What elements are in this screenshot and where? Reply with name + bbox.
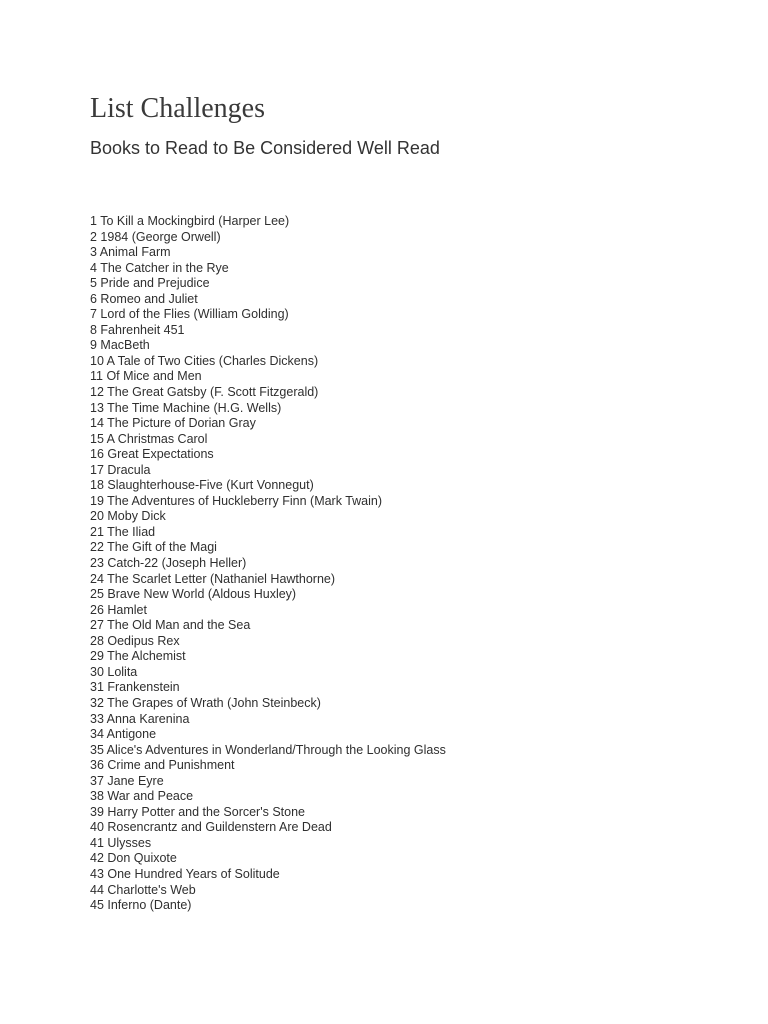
list-item: 11 Of Mice and Men bbox=[90, 369, 202, 384]
list-item: 29 The Alchemist bbox=[90, 649, 186, 664]
list-item: 3 Animal Farm bbox=[90, 245, 171, 260]
list-item: 23 Catch-22 (Joseph Heller) bbox=[90, 556, 247, 571]
list-item: 21 The Iliad bbox=[90, 524, 156, 539]
list-item: 5 Pride and Prejudice bbox=[90, 276, 210, 291]
list-item: 2 1984 (George Orwell) bbox=[90, 229, 221, 244]
list-item: 28 Oedipus Rex bbox=[90, 633, 180, 648]
list-item: 7 Lord of the Flies (William Golding) bbox=[90, 307, 289, 322]
list-item: 33 Anna Karenina bbox=[90, 711, 190, 726]
list-item: 16 Great Expectations bbox=[90, 447, 214, 462]
list-item: 37 Jane Eyre bbox=[90, 773, 164, 788]
list-item: 15 A Christmas Carol bbox=[90, 431, 208, 446]
page-title: List Challenges bbox=[90, 93, 265, 124]
list-item: 1 To Kill a Mockingbird (Harper Lee) bbox=[90, 214, 290, 228]
list-item: 13 The Time Machine (H.G. Wells) bbox=[90, 400, 282, 415]
list-item: 35 Alice's Adventures in Wonderland/Through the Looking Glass bbox=[90, 742, 446, 757]
list-item: 12 The Great Gatsby (F. Scott Fitzgerald) bbox=[90, 385, 319, 400]
list-item: 44 Charlotte's Web bbox=[90, 882, 196, 897]
list-item: 32 The Grapes of Wrath (John Steinbeck) bbox=[90, 695, 321, 710]
list-item: 38 War and Peace bbox=[90, 789, 194, 804]
page-subtitle: Books to Read to Be Considered Well Read bbox=[90, 138, 440, 158]
list-item: 6 Romeo and Juliet bbox=[90, 291, 198, 306]
list-item: 17 Dracula bbox=[90, 462, 151, 477]
list-item: 14 The Picture of Dorian Gray bbox=[90, 416, 256, 431]
list-item: 36 Crime and Punishment bbox=[90, 758, 235, 773]
list-item: 30 Lolita bbox=[90, 664, 138, 679]
list-item: 20 Moby Dick bbox=[90, 509, 166, 524]
book-list bbox=[90, 214, 446, 914]
list-item: 39 Harry Potter and the Sorcer's Stone bbox=[90, 804, 305, 819]
list-item: 45 Inferno (Dante) bbox=[90, 898, 192, 913]
list-item: 8 Fahrenheit 451 bbox=[90, 322, 185, 337]
list-item: 18 Slaughterhouse-Five (Kurt Vonnegut) bbox=[90, 478, 314, 493]
list-item: 40 Rosencrantz and Guildenstern Are Dead bbox=[90, 820, 332, 835]
list-item: 31 Frankenstein bbox=[90, 680, 180, 695]
list-item: 22 The Gift of the Magi bbox=[90, 540, 217, 555]
list-item: 19 The Adventures of Huckleberry Finn (Mark Twain) bbox=[90, 493, 383, 508]
list-item: 41 Ulysses bbox=[90, 835, 152, 850]
list-item: 42 Don Quixote bbox=[90, 851, 177, 866]
list-item: 25 Brave New World (Aldous Huxley) bbox=[90, 587, 297, 602]
list-item: 34 Antigone bbox=[90, 727, 157, 742]
list-item: 24 The Scarlet Letter (Nathaniel Hawthorne) bbox=[90, 571, 336, 586]
list-item: 9 MacBeth bbox=[90, 338, 150, 353]
list-item: 4 The Catcher in the Rye bbox=[90, 260, 229, 275]
list-item: 10 A Tale of Two Cities (Charles Dickens) bbox=[90, 353, 319, 368]
list-item: 43 One Hundred Years of Solitude bbox=[90, 866, 280, 881]
list-item: 26 Hamlet bbox=[90, 602, 147, 617]
list-item: 27 The Old Man and the Sea bbox=[90, 618, 251, 633]
